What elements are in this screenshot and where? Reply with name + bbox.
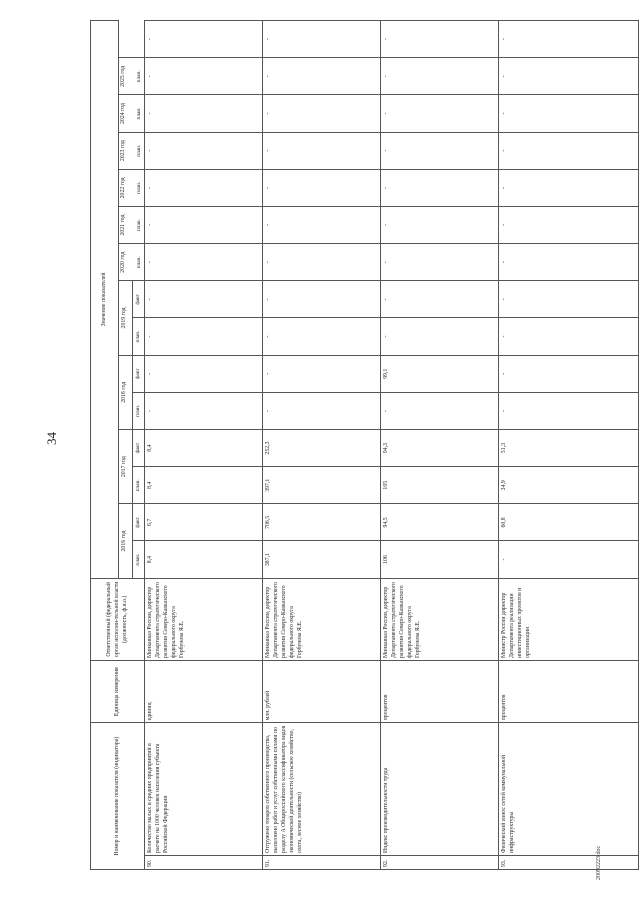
value-cell: 8,4 <box>145 429 263 466</box>
value-cell: 34,9 <box>499 467 639 504</box>
value-cell: - <box>263 95 381 132</box>
header-year-2016: 2016 год <box>119 504 133 578</box>
header-year-2017: 2017 год <box>119 429 133 503</box>
value-cell: - <box>381 392 499 429</box>
header-unit: Единица измерения <box>91 661 145 723</box>
value-cell: 105 <box>381 467 499 504</box>
row-number: 91. <box>263 855 381 869</box>
value-cell: 397,1 <box>263 467 381 504</box>
indicator-name: Количество малых и средних предприятий в расчете на 1000 человек населения субъекта Российской Федерации <box>145 723 263 856</box>
value-cell: - <box>499 318 639 355</box>
header-year-2020 <box>119 244 145 281</box>
subheader-fact: факт <box>132 355 145 392</box>
value-cell: 8,4 <box>145 467 263 504</box>
indicator-name: Отгружено товаров собственного производства, выполнено работ и услуг собственными силами по разделу А Общероссийского классификатора видов экономической деятельности (сельское хозяйство, охота, лесное хозяйство) <box>263 723 381 856</box>
year-label: 2023 год <box>120 140 126 162</box>
unit-cell: млн. рублей <box>263 661 381 723</box>
header-year-2023 <box>119 132 145 169</box>
value-cell: - <box>499 392 639 429</box>
value-cell: - <box>145 392 263 429</box>
value-cell: - <box>263 355 381 392</box>
value-cell: - <box>499 95 639 132</box>
responsible-cell: Минкавказ России, директор Департамента стратегического развития Северо-Кавказского федерального округа Горбунова Я.Е. <box>263 578 381 660</box>
header-year-2019: 2019 год <box>119 281 133 355</box>
row-number: 92. <box>381 855 499 869</box>
value-cell: - <box>145 132 263 169</box>
value-cell: - <box>263 21 381 58</box>
value-cell: 106 <box>381 541 499 578</box>
value-cell: - <box>263 132 381 169</box>
value-cell: - <box>499 281 639 318</box>
table-row <box>145 21 263 870</box>
value-cell: - <box>381 244 499 281</box>
table-header <box>91 21 145 870</box>
year-label: 2020 год <box>120 251 126 273</box>
table-row <box>381 21 499 870</box>
value-cell: - <box>263 244 381 281</box>
subheader-plan: план. <box>132 541 145 578</box>
plan-label: план. <box>135 70 142 83</box>
value-cell: - <box>145 318 263 355</box>
value-cell: - <box>145 58 263 95</box>
responsible-cell: Минкавказ России, директор Департамента стратегического развития Северо-Кавказского федерального округа Горбунова Я.Е. <box>381 578 499 660</box>
value-cell: 94,3 <box>381 429 499 466</box>
row-number: 93. <box>499 855 639 869</box>
year-label: 2024 год <box>120 103 126 124</box>
subheader-plan: план. <box>132 467 145 504</box>
unit-cell: процентов <box>499 661 639 723</box>
plan-label: план. <box>135 107 142 120</box>
subheader-fact: факт <box>132 281 145 318</box>
indicator-name: Индекс производительности труда <box>381 723 499 856</box>
value-cell: - <box>145 355 263 392</box>
value-cell: - <box>499 244 639 281</box>
value-cell: - <box>381 95 499 132</box>
value-cell: - <box>381 206 499 243</box>
header-values: Значение показателей <box>91 21 119 579</box>
plan-label: план. <box>135 219 142 232</box>
value-cell: - <box>499 21 639 58</box>
value-cell: 94,5 <box>381 504 499 541</box>
value-cell: - <box>263 392 381 429</box>
header-year-2024 <box>119 95 145 132</box>
value-cell: - <box>381 318 499 355</box>
unit-cell: единиц <box>145 661 263 723</box>
value-cell: - <box>381 281 499 318</box>
year-label: 2022 год <box>120 177 126 199</box>
value-cell: - <box>145 281 263 318</box>
value-cell: 99,1 <box>381 355 499 392</box>
indicator-name: Физический износ сетей коммунальной инфраструктуры <box>499 723 639 856</box>
value-cell: - <box>381 58 499 95</box>
value-cell: 51,3 <box>499 429 639 466</box>
subheader-fact: факт <box>132 429 145 466</box>
plan-label: план. <box>135 181 142 194</box>
indicators-table <box>90 20 639 870</box>
value-cell: - <box>145 206 263 243</box>
header-responsible: Ответственный (федеральный орган исполни-тельной власти (должность, ф.и.о.) <box>91 578 145 660</box>
subheader-plan: план. <box>132 392 145 429</box>
subheader-fact: факт <box>132 504 145 541</box>
value-cell: - <box>263 206 381 243</box>
header-year-2018: 2018 год <box>119 355 133 429</box>
header-year-2025 <box>119 58 145 95</box>
value-cell: - <box>263 169 381 206</box>
rotated-table-container <box>90 20 610 870</box>
value-cell: - <box>263 318 381 355</box>
header-indicator: Номер и наименование показателя (индикатора) <box>91 723 145 870</box>
table-row <box>263 21 381 870</box>
table-body <box>145 21 639 870</box>
value-cell: 706,5 <box>263 504 381 541</box>
row-number: 90. <box>145 855 263 869</box>
value-cell: - <box>145 95 263 132</box>
footer-filename: 20092223.doc <box>596 845 602 880</box>
value-cell: - <box>499 355 639 392</box>
value-cell: - <box>499 169 639 206</box>
plan-label: план. <box>135 256 142 269</box>
value-cell: 252,3 <box>263 429 381 466</box>
value-cell: - <box>499 206 639 243</box>
value-cell: - <box>145 21 263 58</box>
unit-cell: процентов <box>381 661 499 723</box>
page-number: 34 <box>44 432 59 445</box>
value-cell: - <box>381 132 499 169</box>
value-cell: 60,8 <box>499 504 639 541</box>
responsible-cell: Минкавказ России, директор Департамента стратегического развития Северо-Кавказского федерального округа Горбунова Я.Е. <box>145 578 263 660</box>
plan-label: план. <box>135 144 142 157</box>
year-label: 2021 год <box>120 214 126 236</box>
value-cell: - <box>499 132 639 169</box>
value-cell: - <box>263 281 381 318</box>
year-label: 2025 год <box>120 65 126 87</box>
value-cell: - <box>499 541 639 578</box>
responsible-cell: Министр России директор Департамента реализации инвестиционных проектов и организации <box>499 578 639 660</box>
header-year-2021 <box>119 206 145 243</box>
value-cell: 387,1 <box>263 541 381 578</box>
value-cell: - <box>381 169 499 206</box>
header-year-2022 <box>119 169 145 206</box>
value-cell: - <box>145 169 263 206</box>
value-cell: - <box>499 58 639 95</box>
value-cell: 6,7 <box>145 504 263 541</box>
value-cell: 8,4 <box>145 541 263 578</box>
table-row <box>499 21 639 870</box>
subheader-plan: план. <box>132 318 145 355</box>
value-cell: - <box>145 244 263 281</box>
value-cell: - <box>381 21 499 58</box>
value-cell: - <box>263 58 381 95</box>
